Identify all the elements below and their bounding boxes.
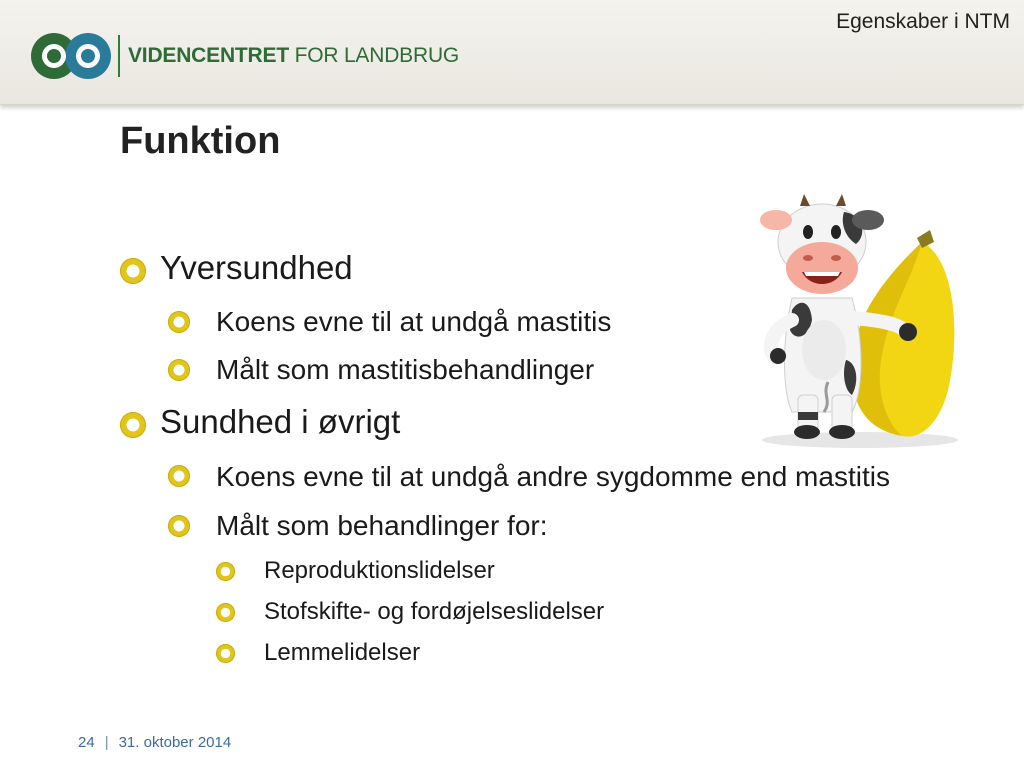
yellow-ring-bullet-icon bbox=[168, 515, 190, 537]
logo-wordmark-rest: FOR LANDBRUG bbox=[294, 44, 460, 67]
page-number: 24 bbox=[78, 734, 95, 751]
yellow-ring-bullet-icon bbox=[168, 311, 190, 333]
logo-wordmark-bold: VIDENCENTRET bbox=[128, 44, 289, 67]
bullet-text: Sundhed i øvrigt bbox=[160, 403, 401, 440]
deck-title: Egenskaber i NTM bbox=[836, 10, 1010, 33]
slide-footer bbox=[78, 734, 231, 751]
logo-divider bbox=[118, 35, 120, 77]
bullet-text: Stofskifte- og fordøjelseslidelser bbox=[264, 598, 605, 625]
yellow-ring-bullet-icon bbox=[120, 412, 146, 438]
yellow-ring-bullet-icon bbox=[120, 258, 146, 284]
yellow-ring-bullet-icon bbox=[216, 644, 235, 663]
yellow-ring-bullet-icon bbox=[168, 359, 190, 381]
yellow-ring-bullet-icon bbox=[168, 465, 190, 487]
bullet-text: Reproduktionslidelser bbox=[264, 557, 495, 584]
header-band bbox=[0, 0, 1024, 105]
bullet-text: Målt som mastitisbehandlinger bbox=[216, 354, 595, 385]
videncentret-logo bbox=[30, 30, 459, 82]
bullet-item bbox=[118, 554, 938, 588]
logo-rings-icon bbox=[30, 30, 112, 82]
yellow-ring-bullet-icon bbox=[216, 562, 235, 581]
bullet-item bbox=[118, 506, 938, 546]
yellow-ring-bullet-icon bbox=[216, 603, 235, 622]
bullet-text: Yversundhed bbox=[160, 249, 353, 286]
bullet-text: Lemmelidelser bbox=[264, 639, 421, 666]
slide-date: 31. oktober 2014 bbox=[118, 734, 232, 751]
bullet-item bbox=[118, 595, 938, 629]
bullet-text: Målt som behandlinger for: bbox=[216, 510, 548, 541]
logo-wordmark bbox=[128, 44, 459, 68]
bullet-text: Koens evne til at undgå mastitis bbox=[216, 306, 612, 337]
bullet-item bbox=[118, 456, 938, 498]
bullet-text: Koens evne til at undgå andre sygdomme end mastitis bbox=[216, 461, 890, 492]
footer-separator: | bbox=[104, 734, 109, 751]
bullet-item bbox=[118, 636, 938, 670]
cow-with-banana-illustration bbox=[752, 190, 962, 452]
slide-title: Funktion bbox=[120, 120, 281, 162]
